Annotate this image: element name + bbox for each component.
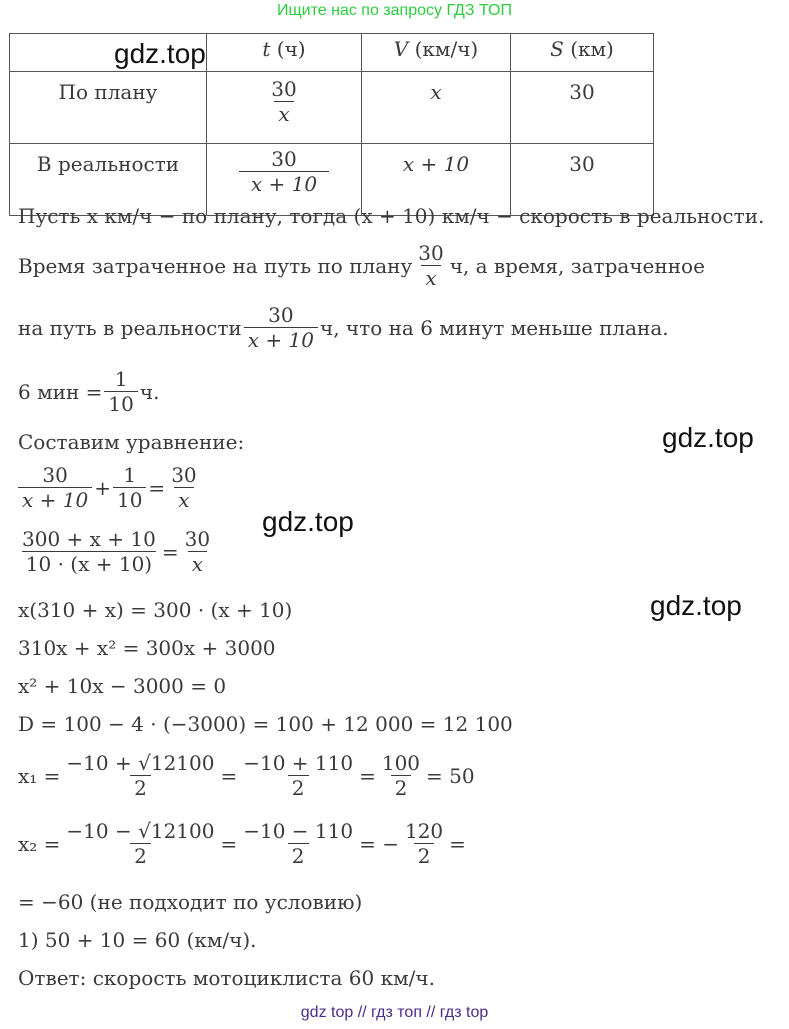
fraction: $\frac{30}{x}$: [184, 527, 211, 576]
row-label: По плану: [10, 72, 207, 144]
watermark: gdz.top: [650, 590, 742, 621]
solution-line: 6 мин = $\frac{1}{10}$ ч.: [18, 367, 160, 416]
equation-line: 310x + x² = 300x + 3000: [18, 636, 276, 660]
time-fraction: $\frac{30}{x + 10}$: [239, 148, 329, 196]
equation-line: x₂ = $\frac{-10 - √12100}{2}$ = $\frac{-10 - 110}{2}$ = − $\frac{120}{2}$ =: [18, 819, 466, 868]
fraction: $\frac{30}{x + 10}$: [18, 464, 92, 512]
watermark: gdz.top: [662, 422, 754, 453]
solution-line: Время затраченное на путь по плану $\frac{30}{x}$ ч, а время, затраченное: [18, 241, 705, 290]
speed-cell: x: [362, 72, 511, 144]
fraction: $\frac{-10 - 110}{2}$: [243, 819, 354, 868]
fraction: $\frac{30}{x}$: [418, 241, 444, 290]
header-speed: V (км/ч): [362, 34, 511, 72]
fraction: $\frac{-10 + 110}{2}$: [243, 751, 354, 800]
fraction: $\frac{100}{2}$: [381, 751, 421, 800]
watermark: gdz.top: [114, 38, 206, 69]
header-distance: S (км): [511, 34, 654, 72]
equation-line: D = 100 − 4 · (−3000) = 100 + 12 000 = 12 100: [18, 712, 513, 736]
root-label: x₁ =: [18, 764, 61, 788]
fraction: $\frac{120}{2}$: [404, 819, 444, 868]
root-label: x₂ =: [18, 832, 61, 856]
row-label: В реальности: [10, 144, 207, 216]
fraction: $\frac{-10 - √12100}{2}$: [66, 819, 215, 868]
time-cell: [207, 72, 362, 144]
equation-line: x₁ = $\frac{-10 + √12100}{2}$ = $\frac{-10 + 110}{2}$ = $\frac{100}{2}$ = 50: [18, 751, 475, 800]
fraction: $\frac{-10 + √12100}{2}$: [66, 751, 215, 800]
footer-links: gdz top // гдз топ // гдз top: [300, 1004, 489, 1021]
fraction: $\frac{30}{x}$: [171, 463, 197, 512]
table-header-row: [10, 34, 654, 72]
answer-line: Ответ: скорость мотоциклиста 60 км/ч.: [18, 966, 435, 990]
time-fraction: $\frac{30}{x}$: [271, 77, 297, 126]
fraction: $\frac{30}{x + 10}$: [244, 304, 318, 352]
equation-line: x² + 10x − 3000 = 0: [18, 674, 227, 698]
data-table: [9, 33, 654, 216]
speed-cell: x + 10: [362, 144, 511, 216]
fraction: $\frac{1}{10}$: [104, 368, 137, 416]
table-row: [10, 72, 654, 144]
solution-line: Составим уравнение:: [18, 430, 245, 454]
equation-line: $\frac{30}{x + 10}$ + $\frac{1}{10}$ = $\frac{30}{x}$: [16, 464, 203, 512]
equation-line: x(310 + x) = 300 · (x + 10): [18, 598, 293, 622]
solution-line: Пусть x км/ч − по плану, тогда (x + 10) км/ч − скорость в реальности.: [18, 204, 765, 228]
fraction: $\frac{1}{10}$: [113, 464, 146, 512]
fraction: $\frac{300 + x + 10}{10 \cdot (x + 10)}$: [22, 527, 156, 576]
equation-line: $\frac{300 + x + 10}{10 \cdot (x + 10)}$ = $\frac{30}{x}$: [16, 528, 216, 576]
watermark: gdz.top: [262, 506, 354, 537]
header-time: t (ч): [207, 34, 362, 72]
search-banner: Ищите нас по запросу ГДЗ ТОП: [277, 2, 512, 19]
equation-line: = −60 (не подходит по условию): [18, 890, 363, 914]
distance-cell: 30: [511, 144, 654, 216]
solution-line: на путь в реальности $\frac{30}{x + 10}$ ч, что на 6 минут меньше плана.: [18, 303, 669, 352]
distance-cell: 30: [511, 72, 654, 144]
equation-line: 1) 50 + 10 = 60 (км/ч).: [18, 928, 257, 952]
